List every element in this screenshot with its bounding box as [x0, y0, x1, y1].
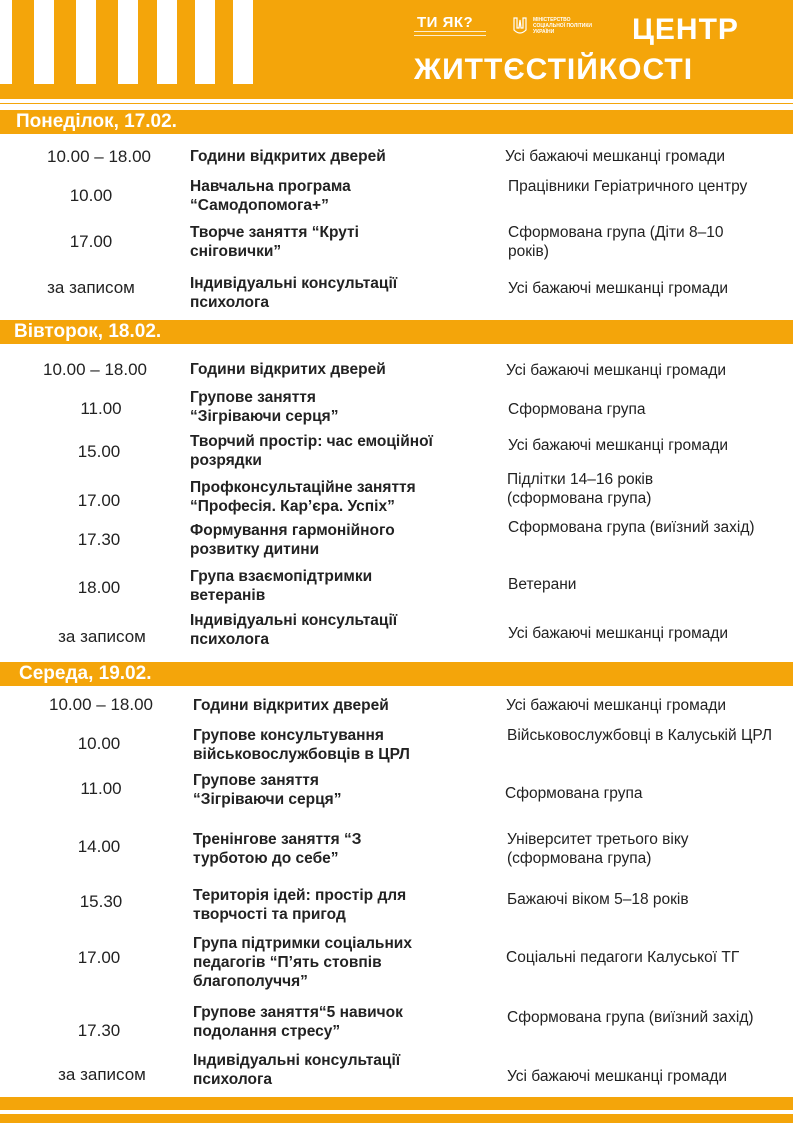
audience-cell: Університет третього віку (сформована група)	[507, 831, 689, 867]
footer-band	[0, 1097, 793, 1110]
event-cell: Індивідуальні консультації психолога	[190, 612, 398, 648]
time-cell: 17.00	[77, 948, 121, 967]
event-cell: Години відкритих дверей	[190, 148, 386, 165]
audience-cell: Усі бажаючі мешканці громади	[506, 697, 727, 714]
event-cell: Формування гармонійного розвитку дитини	[190, 522, 395, 558]
audience-cell: Сформована група	[508, 401, 646, 418]
event-cell: Тренінгове заняття “З турботою до себе”	[193, 831, 362, 867]
time-cell: 11.00	[80, 399, 122, 418]
day-label: Понеділок, 17.02.	[16, 111, 177, 132]
event-cell: Творчий простір: час емоційної розрядки	[190, 433, 433, 469]
time-cell: 17.00	[69, 232, 113, 251]
audience-cell: Усі бажаючі мешканці громади	[508, 625, 729, 642]
center-title-line2: ЖИТТЄСТІЙКОСТІ	[414, 53, 694, 86]
time-cell: за записом	[47, 278, 135, 297]
header-divider	[0, 99, 793, 103]
event-cell: Група підтримки соціальних педагогів “П’ять стовпів благополуччя”	[193, 935, 412, 990]
day-header-tuesday	[0, 320, 793, 344]
ty-yak-logo: ТИ ЯК?	[417, 14, 474, 31]
audience-cell: Усі бажаючі мешканці громади	[505, 148, 726, 165]
event-cell: Територія ідей: простір для творчості та пригод	[193, 887, 407, 923]
footer-band	[0, 1114, 793, 1123]
audience-cell: Соціальні педагоги Калуської ТГ	[506, 949, 740, 966]
time-cell: 17.30	[77, 530, 121, 549]
time-cell: 17.30	[77, 1021, 121, 1040]
event-cell: Години відкритих дверей	[190, 361, 386, 378]
trident-icon	[512, 16, 528, 38]
event-cell: Індивідуальні консультації психолога	[190, 275, 398, 311]
time-cell: за записом	[58, 1065, 146, 1084]
audience-cell: Усі бажаючі мешканці громади	[506, 362, 727, 379]
audience-cell: Працівники Геріатричного центру	[508, 178, 748, 195]
logo-underline	[414, 31, 486, 36]
event-cell: Групове заняття“5 навичок подолання стресу”	[193, 1004, 403, 1040]
audience-cell: Сформована група (виїзний захід)	[508, 519, 755, 536]
audience-cell: Військовослужбовці в Калуській ЦРЛ	[507, 727, 773, 744]
event-cell: Години відкритих дверей	[193, 697, 389, 714]
event-cell: Індивідуальні консультації психолога	[193, 1052, 401, 1088]
event-cell: Групове консультування військовослужбовців в ЦРЛ	[193, 727, 410, 763]
time-cell: 18.00	[77, 578, 121, 597]
time-cell: 10.00	[77, 734, 121, 753]
event-cell: Навчальна програма “Самодопомога+”	[190, 178, 351, 214]
time-cell: за записом	[58, 627, 146, 646]
header-banner	[0, 0, 793, 104]
ministry-label: МІНІСТЕРСТВО СОЦІАЛЬНОЇ ПОЛІТИКИ УКРАЇНИ	[533, 17, 593, 35]
time-cell: 17.00	[77, 491, 121, 510]
time-cell: 10.00 – 18.00	[43, 360, 147, 379]
audience-cell: Підлітки 14–16 років (сформована група)	[507, 471, 654, 507]
day-header-monday	[0, 110, 793, 134]
time-cell: 11.00	[80, 779, 122, 798]
audience-cell: Бажаючі віком 5–18 років	[507, 891, 689, 908]
time-cell: 10.00 – 18.00	[49, 695, 153, 714]
event-cell: Профконсультаційне заняття “Професія. Кар’єра. Успіх”	[190, 479, 416, 515]
time-cell: 15.00	[77, 442, 121, 461]
day-label: Середа, 19.02.	[19, 663, 152, 684]
audience-cell: Сформована група	[505, 785, 643, 802]
event-cell: Групове заняття “Зігріваючи серця”	[193, 772, 342, 808]
audience-cell: Усі бажаючі мешканці громади	[507, 1068, 728, 1085]
audience-cell: Сформована група (Діти 8–10 років)	[508, 224, 724, 260]
event-cell: Групове заняття “Зігріваючи серця”	[190, 389, 339, 425]
audience-cell: Сформована група (виїзний захід)	[507, 1009, 754, 1026]
event-cell: Творче заняття “Круті сніговички”	[190, 224, 359, 260]
center-title-line1: ЦЕНТР	[632, 13, 739, 46]
time-cell: 15.30	[79, 892, 123, 911]
event-cell: Група взаємопідтримки ветеранів	[190, 568, 373, 604]
day-label: Вівторок, 18.02.	[14, 321, 162, 342]
audience-cell: Ветерани	[508, 576, 577, 593]
audience-cell: Усі бажаючі мешканці громади	[508, 280, 729, 297]
time-cell: 10.00 – 18.00	[47, 147, 151, 166]
decorative-stripes	[0, 0, 300, 84]
time-cell: 10.00	[69, 186, 113, 205]
day-header-wednesday	[0, 662, 793, 686]
audience-cell: Усі бажаючі мешканці громади	[508, 437, 729, 454]
time-cell: 14.00	[77, 837, 121, 856]
